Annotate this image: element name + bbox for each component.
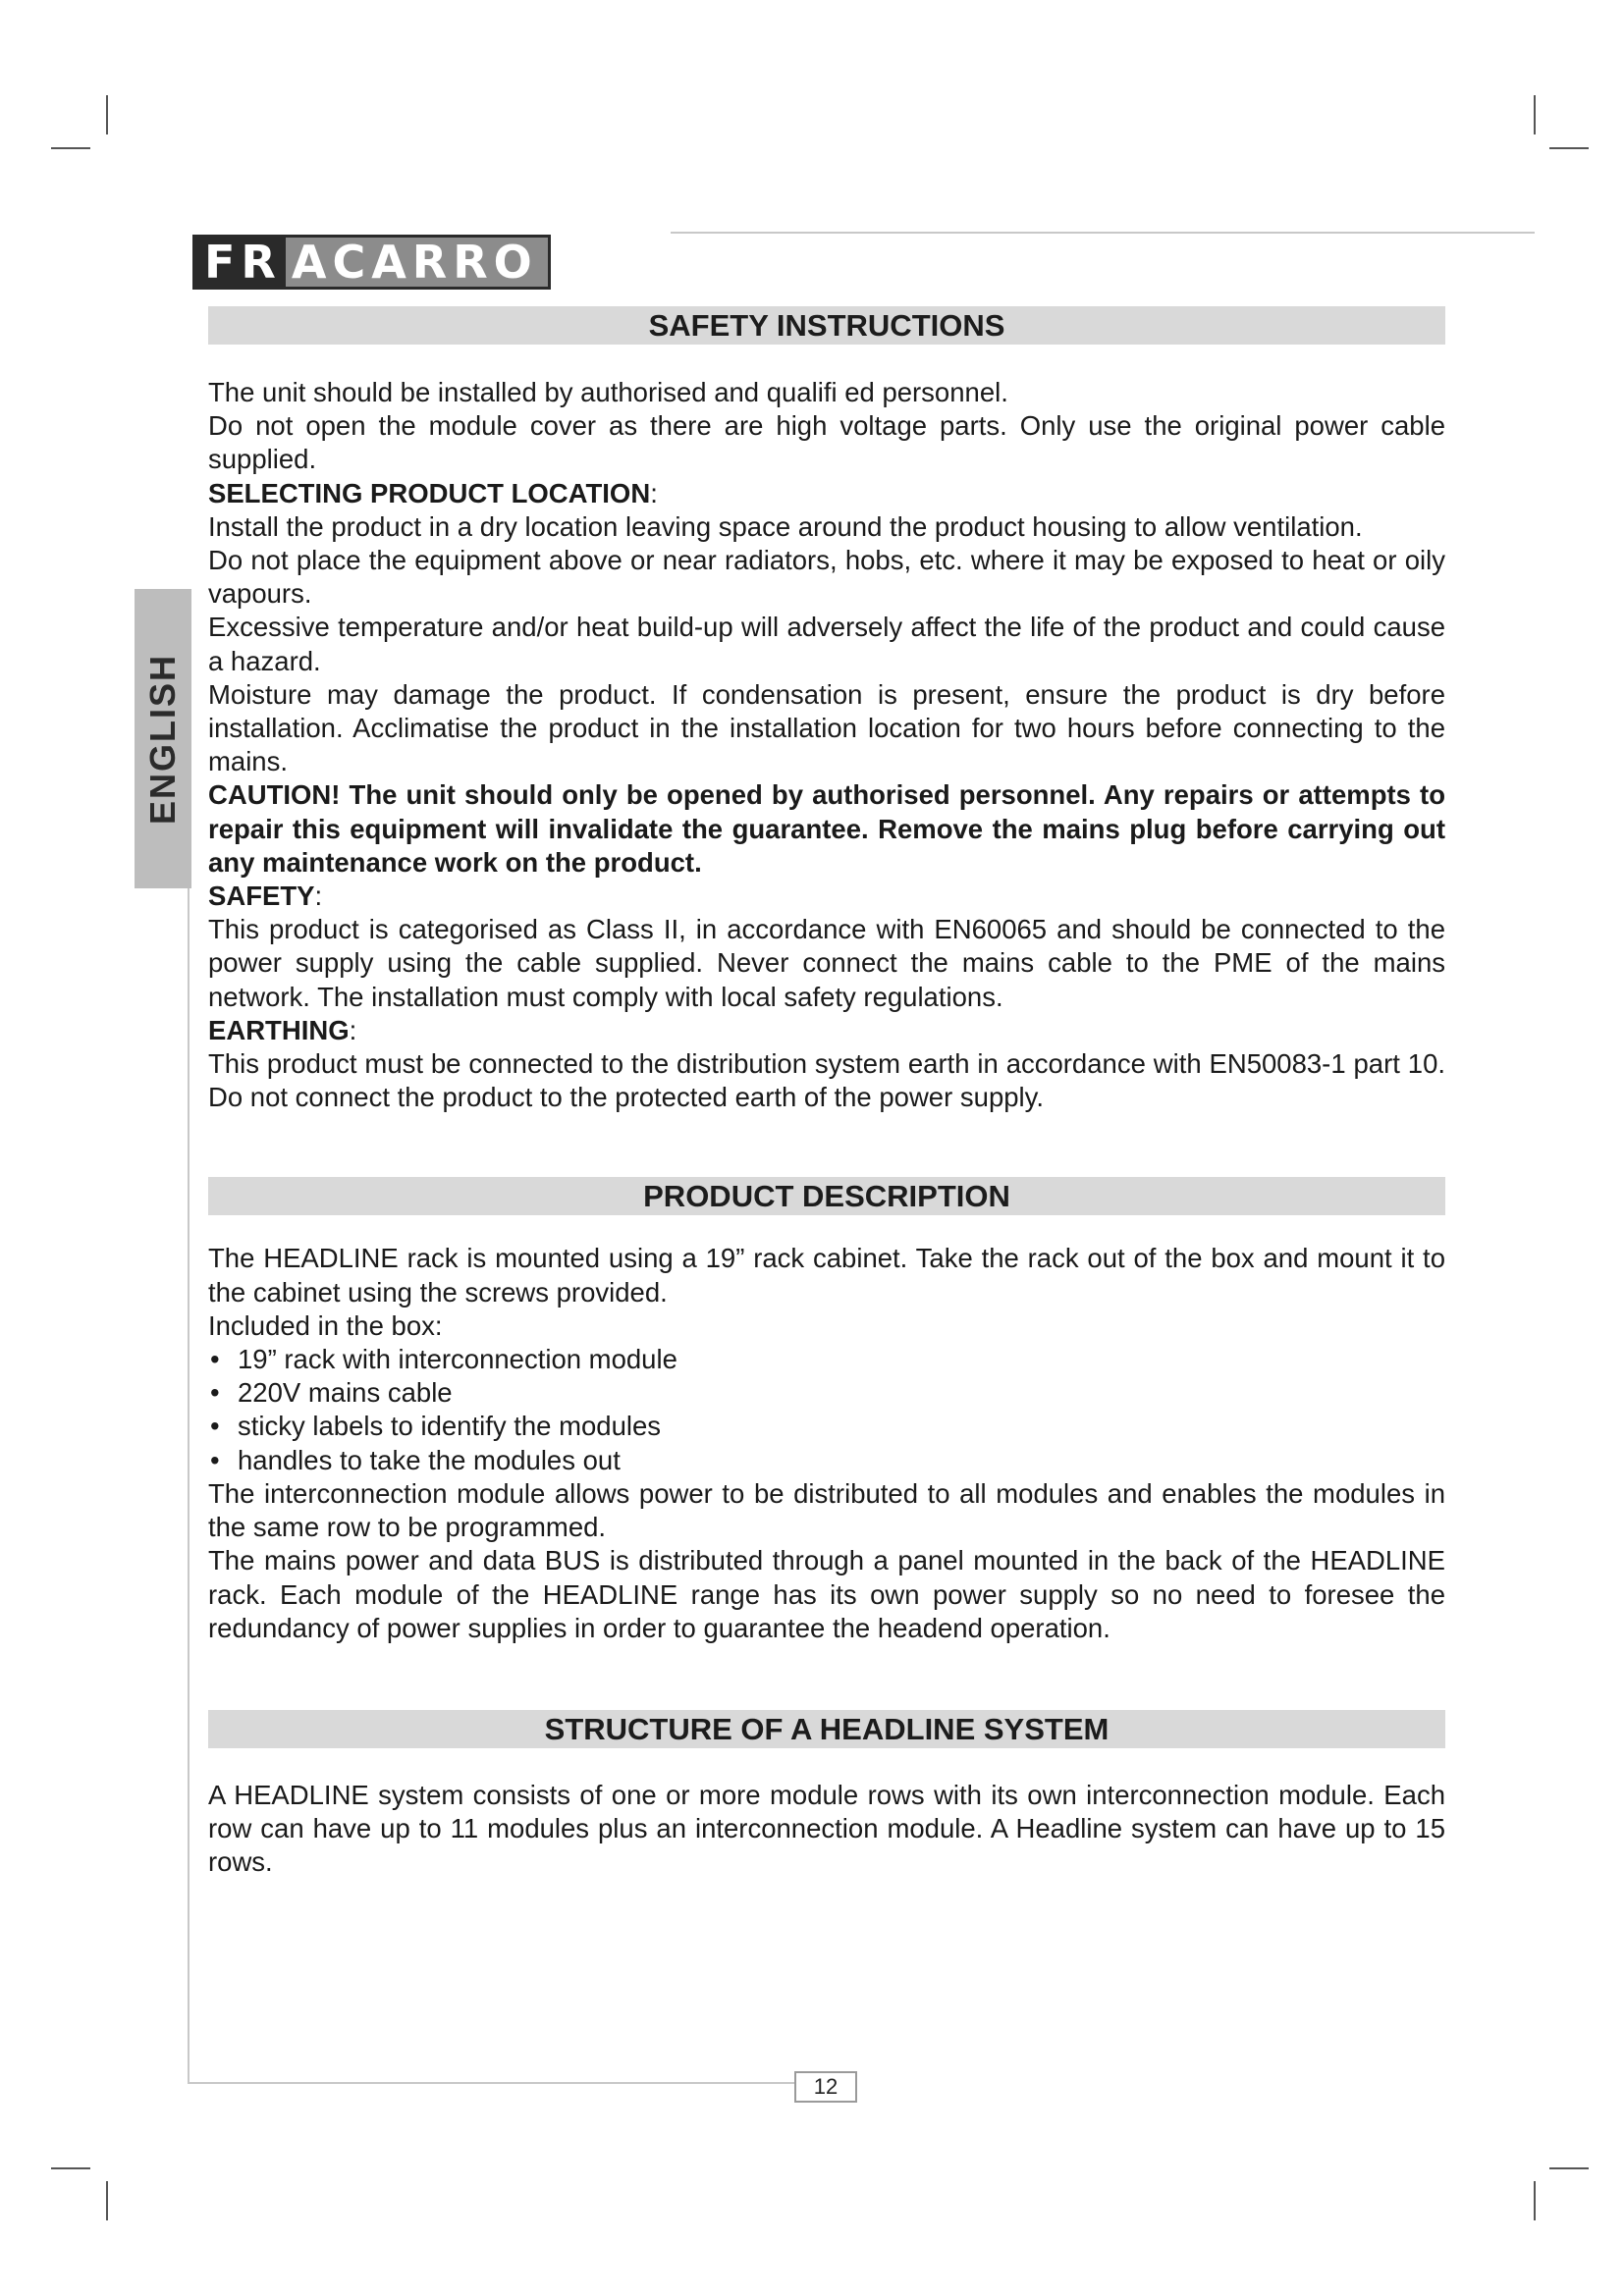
section-title-description: PRODUCT DESCRIPTION <box>208 1177 1445 1215</box>
page-content <box>208 306 1445 1880</box>
paragraph: Do not open the module cover as there are high voltage parts. Only use the original power cable supplied. <box>208 410 1445 475</box>
crop-mark <box>1549 147 1589 149</box>
caution-paragraph: CAUTION! The unit should only be opened by authorised personnel. Any repairs or attempts to repair this equipment will invalidate the guarantee. Remove the mains plug before carrying out any maintenance work on the product. <box>208 779 1445 878</box>
section-description-body <box>208 1242 1445 1644</box>
list-item: • handles to take the modules out <box>208 1444 1445 1477</box>
subheading-location: SELECTING PRODUCT LOCATION: <box>208 477 658 508</box>
list-item: • 220V mains cable <box>208 1376 1445 1410</box>
logo-dark-part: FR <box>192 235 286 290</box>
crop-mark <box>1534 95 1536 134</box>
crop-mark <box>51 147 90 149</box>
paragraph: The HEADLINE rack is mounted using a 19” rack cabinet. Take the rack out of the box and mount it to the cabinet using the screws provided. <box>208 1243 1445 1308</box>
paragraph: Excessive temperature and/or heat build-up will adversely affect the life of the product and could cause a hazard. <box>208 612 1445 676</box>
footer-rule <box>188 2082 794 2084</box>
crop-mark <box>106 2181 108 2220</box>
subheading-safety-text: SAFETY <box>208 881 315 912</box>
crop-mark <box>51 2167 90 2169</box>
paragraph: The interconnection module allows power to be distributed to all modules and enables the modules in the same row to be programmed. <box>208 1477 1445 1543</box>
section-title-structure: STRUCTURE OF A HEADLINE SYSTEM <box>208 1710 1445 1748</box>
paragraph: Do not place the equipment above or near radiators, hobs, etc. where it may be exposed to heat or oily vapours. <box>208 545 1445 610</box>
paragraph: The mains power and data BUS is distributed through a panel mounted in the back of the HEADLINE rack. Each module of the HEADLINE range has its own power supply so no need to foresee the redundancy of power supplies in order to guarantee the headend operation. <box>208 1545 1445 1643</box>
paragraph: Included in the box: <box>208 1309 443 1341</box>
paragraph: The unit should be installed by authorised and qualifi ed personnel. <box>208 377 1008 407</box>
section-safety-body <box>208 376 1445 1114</box>
header-rule <box>671 232 1535 234</box>
section-structure-body <box>208 1779 1445 1880</box>
crop-mark <box>1534 2181 1536 2220</box>
page-number: 12 <box>794 2071 857 2103</box>
language-tab <box>135 589 191 888</box>
paragraph: This product must be connected to the distribution system earth in accordance with EN50083-1 part 10. Do not connect the product to the protected earth of the power supply. <box>208 1048 1445 1113</box>
paragraph: Moisture may damage the product. If condensation is present, ensure the product is dry before installation. Acclimatise the product in the installation location for two hours before connecting to the mains. <box>208 678 1445 777</box>
box-contents-list <box>208 1343 1445 1477</box>
subheading-earthing-text: EARTHING <box>208 1014 350 1045</box>
list-item: • sticky labels to identify the modules <box>208 1410 1445 1443</box>
margin-rule <box>188 888 189 2084</box>
crop-mark <box>106 95 108 134</box>
paragraph: Install the product in a dry location leaving space around the product housing to allow ventilation. <box>208 510 1363 542</box>
subheading-location-text: SELECTING PRODUCT LOCATION <box>208 477 651 508</box>
subheading-earthing: EARTHING: <box>208 1014 357 1045</box>
language-tab-label: ENGLISH <box>142 653 184 825</box>
paragraph: A HEADLINE system consists of one or more module rows with its own interconnection module. Each row can have up to 11 modules plus an interconnection module. A Headline system can have up to 15 rows. <box>208 1779 1445 1878</box>
section-title-safety: SAFETY INSTRUCTIONS <box>208 306 1445 345</box>
list-item: • 19” rack with interconnection module <box>208 1343 1445 1376</box>
logo-light-part: ACARRO <box>286 235 551 290</box>
brand-logo <box>192 235 551 290</box>
subheading-safety: SAFETY: <box>208 881 323 912</box>
paragraph: This product is categorised as Class II, in accordance with EN60065 and should be connected to the power supply using the cable supplied. Never connect the mains cable to the PME of the mains network. The installation must comply with local safety regulations. <box>208 914 1445 1012</box>
crop-mark <box>1549 2167 1589 2169</box>
